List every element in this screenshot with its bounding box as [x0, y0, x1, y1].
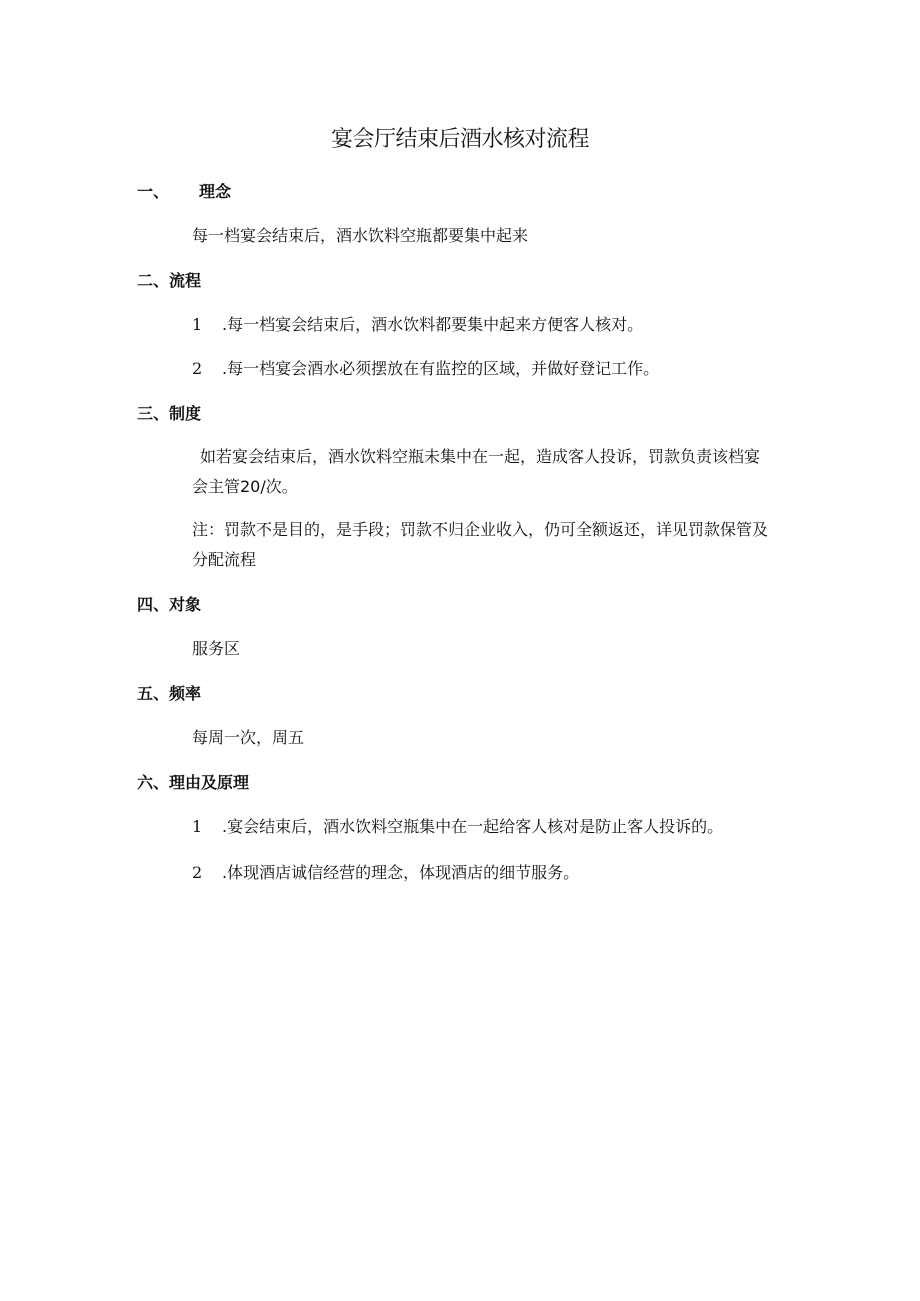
section-paragraph: 每周一次，周五	[192, 728, 305, 747]
section-heading-4	[137, 594, 201, 616]
list-item-text: .体现酒店诚信经营的理念，体现酒店的细节服务。	[222, 863, 580, 882]
list-item	[192, 358, 659, 380]
list-item-number: 2	[192, 863, 203, 882]
section-title: 流程	[169, 271, 202, 290]
section-heading-5	[137, 683, 201, 705]
section-heading-3	[137, 403, 201, 425]
section-paragraph: 每一档宴会结束后，酒水饮料空瓶都要集中起来	[192, 226, 529, 245]
list-item-text: .每一档宴会酒水必须摆放在有监控的区域，并做好登记工作。	[222, 359, 660, 378]
list-item-text: .每一档宴会结束后，酒水饮料都要集中起来方便客人核对。	[222, 315, 644, 334]
list-item	[192, 816, 723, 838]
section-title: 理念	[199, 182, 232, 201]
section-heading-1	[137, 181, 231, 203]
section-heading-6	[137, 772, 249, 794]
list-item-number: 1	[192, 315, 203, 334]
section-number: 六、	[137, 773, 170, 792]
section-title: 制度	[169, 404, 202, 423]
section-paragraph: 如若宴会结束后，酒水饮料空瓶未集中在一起，造成客人投诉，罚款负责该档宴会主管20/次。	[192, 447, 761, 496]
section-paragraph: 服务区	[192, 639, 241, 658]
list-item	[192, 314, 643, 336]
section-note: 注：罚款不是目的，是手段；罚款不归企业收入，仍可全额返还，详见罚款保管及分配流程	[192, 520, 769, 569]
section-number: 三、	[137, 404, 170, 423]
document-title: 宴会厅结束后酒水核对流程	[330, 127, 589, 152]
section-number: 一、	[137, 182, 170, 201]
section-number: 四、	[137, 595, 170, 614]
section-heading-2	[137, 270, 201, 292]
section-number: 二、	[137, 271, 170, 290]
list-item-number: 2	[192, 359, 203, 378]
list-item-text: .宴会结束后，酒水饮料空瓶集中在一起给客人核对是防止客人投诉的。	[222, 817, 724, 836]
list-item	[192, 862, 579, 884]
section-title: 频率	[169, 684, 202, 703]
list-item-number: 1	[192, 817, 203, 836]
section-title: 理由及原理	[169, 773, 250, 792]
section-number: 五、	[137, 684, 170, 703]
section-title: 对象	[169, 595, 202, 614]
